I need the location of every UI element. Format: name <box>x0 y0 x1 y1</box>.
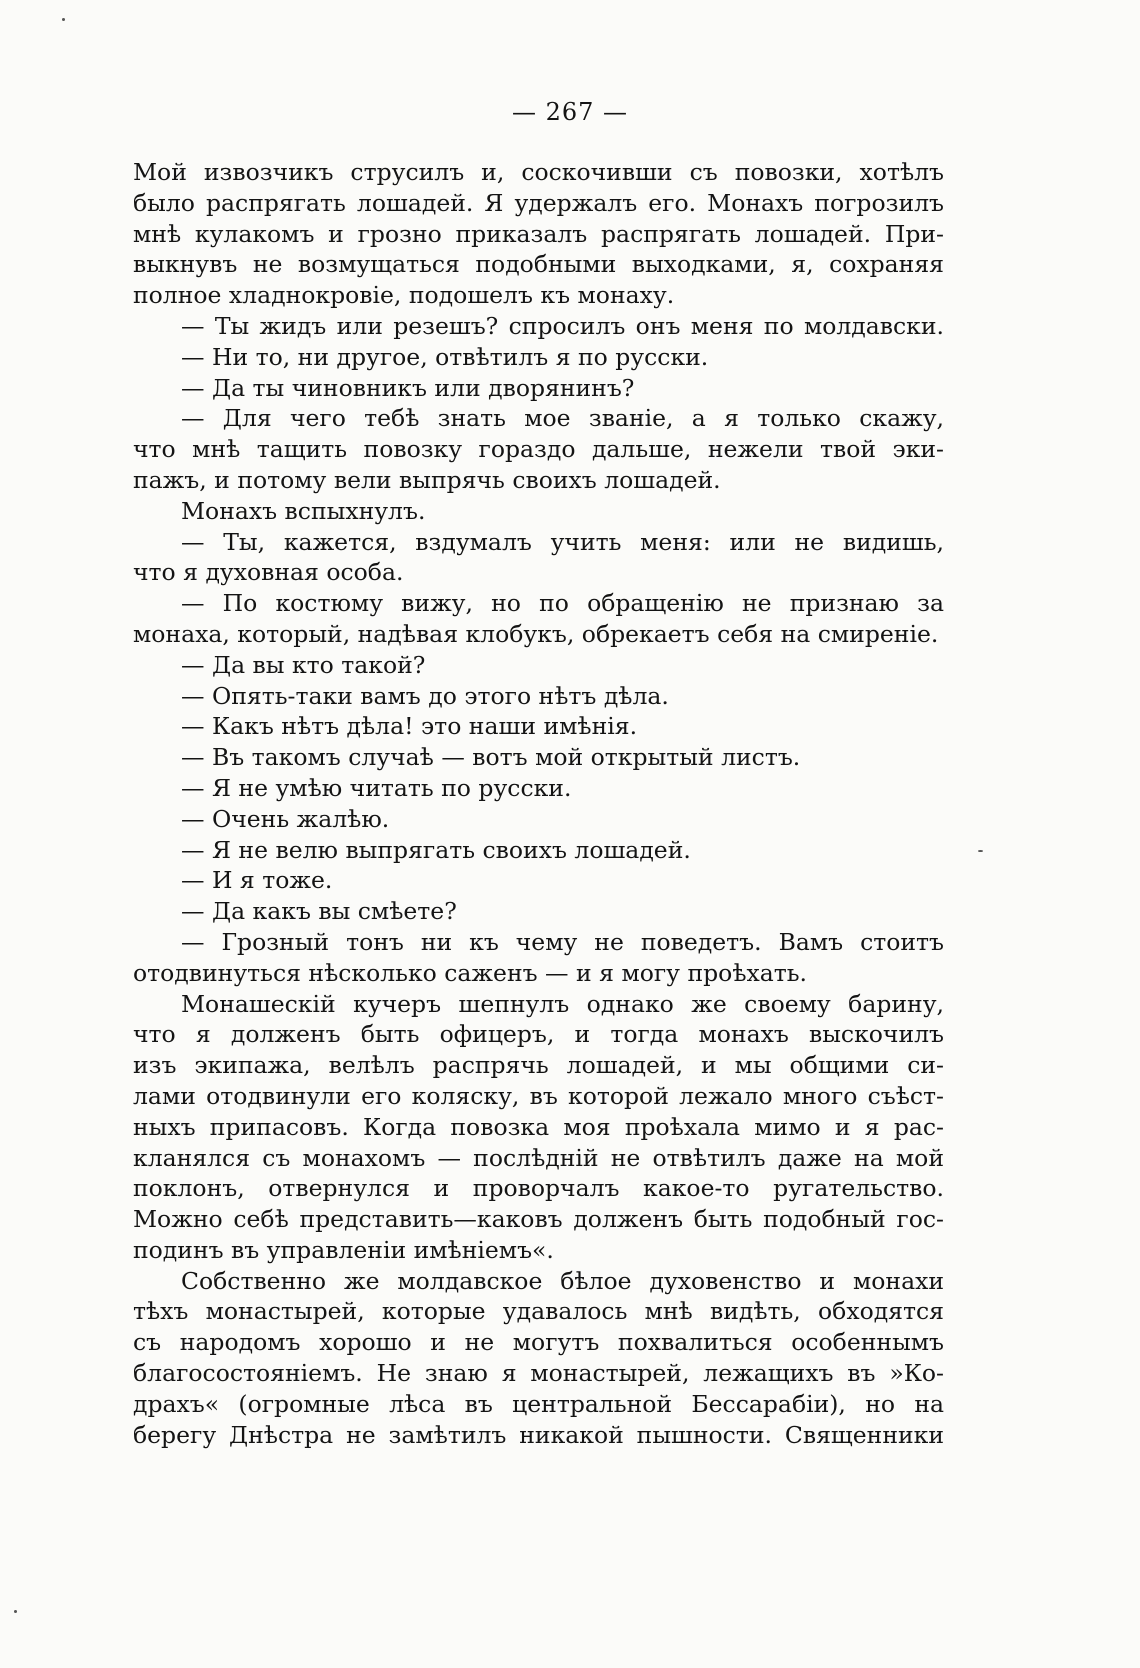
text-line: ныхъ припасовъ. Когда повозка моя проѣхала мимо и я рас- <box>133 1112 944 1141</box>
text-line: — Опять-таки вамъ до этого нѣтъ дѣла. <box>181 681 669 710</box>
text-line: полное хладнокровіе, подошелъ къ монаху. <box>133 281 675 310</box>
text-line: лами отодвинули его коляску, въ которой лежало много съѣст- <box>133 1081 944 1110</box>
text-line: драхъ« (огромные лѣса въ центральной Бессарабіи), но на <box>133 1389 944 1418</box>
body-text <box>133 157 944 1450</box>
text-line: Монашескій кучеръ шепнулъ однако же своему барину, <box>181 989 944 1018</box>
text-line: что я духовная особа. <box>133 558 404 587</box>
text-line: — Я не велю выпрягать своихъ лошадей. <box>181 835 691 864</box>
text-line: кланялся съ монахомъ — послѣдній не отвѣтилъ даже на мой <box>133 1143 944 1172</box>
text-line: было распрягать лошадей. Я удержалъ его. Монахъ погрозилъ <box>133 188 944 217</box>
text-line: — Я не умѣю читать по русски. <box>181 773 572 802</box>
text-line: — Для чего тебѣ знать мое званіе, а я только скажу, <box>181 404 944 433</box>
text-line: благосостояніемъ. Не знаю я монастырей, лежащихъ въ »Ко- <box>133 1359 944 1388</box>
scan-speck <box>978 850 983 852</box>
text-line: берегу Днѣстра не замѣтилъ никакой пышности. Священники <box>133 1420 944 1449</box>
text-line: поклонъ, отвернулся и проворчалъ какое-то ругательство. <box>133 1174 944 1203</box>
text-line: — Какъ нѣтъ дѣла! это наши имѣнія. <box>181 712 638 741</box>
text-line: — Да ты чиновникъ или дворянинъ? <box>181 373 635 402</box>
text-line: — Очень жалѣю. <box>181 804 390 833</box>
text-line: монаха, который, надѣвая клобукъ, обрекаетъ себя на смиреніе. <box>133 619 939 648</box>
text-line: — По костюму вижу, но по обращенію не признаю за <box>181 589 944 618</box>
text-line: съ народомъ хорошо и не могутъ похвалиться особеннымъ <box>133 1328 944 1357</box>
text-line: — Да вы кто такой? <box>181 650 426 679</box>
text-line: выкнувъ не возмущаться подобными выходками, я, сохраняя <box>133 250 944 279</box>
scan-speck <box>14 1610 17 1613</box>
text-line: тѣхъ монастырей, которые удавалось мнѣ видѣть, обходятся <box>133 1297 944 1326</box>
text-line: — Грозный тонъ ни къ чему не поведетъ. Вамъ стоитъ <box>181 927 944 956</box>
text-line: пажъ, и потому вели выпрячь своихъ лошадей. <box>133 465 721 494</box>
text-line: Можно себѣ представить—каковъ долженъ быть подобный гос- <box>133 1205 944 1234</box>
text-line: — Ни то, ни другое, отвѣтилъ я по русски. <box>181 342 709 371</box>
text-line: — Въ такомъ случаѣ — вотъ мой открытый листъ. <box>181 743 801 772</box>
scan-speck <box>62 18 65 21</box>
text-line: — Ты жидъ или резешъ? спросилъ онъ меня по молдавски. <box>181 311 944 340</box>
text-line: мнѣ кулакомъ и грозно приказалъ распрягать лошадей. При- <box>133 219 944 248</box>
text-line: изъ экипажа, велѣлъ распрячь лошадей, и мы общими си- <box>133 1051 944 1080</box>
page-number: — 267 — <box>511 98 629 126</box>
text-line: Собственно же молдавское бѣлое духовенство и монахи <box>181 1266 944 1295</box>
text-line: Мой извозчикъ струсилъ и, соскочивши съ повозки, хотѣлъ <box>133 158 944 186</box>
text-line: — Да какъ вы смѣете? <box>181 897 457 926</box>
text-line: Монахъ вспыхнулъ. <box>181 496 426 525</box>
text-line: — И я тоже. <box>181 866 333 895</box>
text-line: подинъ въ управленіи имѣніемъ«. <box>133 1235 554 1264</box>
text-line: что я долженъ быть офицеръ, и тогда монахъ выскочилъ <box>133 1020 944 1049</box>
text-line: отодвинуться нѣсколько саженъ — и я могу проѣхать. <box>133 958 808 987</box>
text-line: что мнѣ тащить повозку гораздо дальше, нежели твой эки- <box>133 435 944 464</box>
text-line: — Ты, кажется, вздумалъ учить меня: или не видишь, <box>181 527 944 556</box>
